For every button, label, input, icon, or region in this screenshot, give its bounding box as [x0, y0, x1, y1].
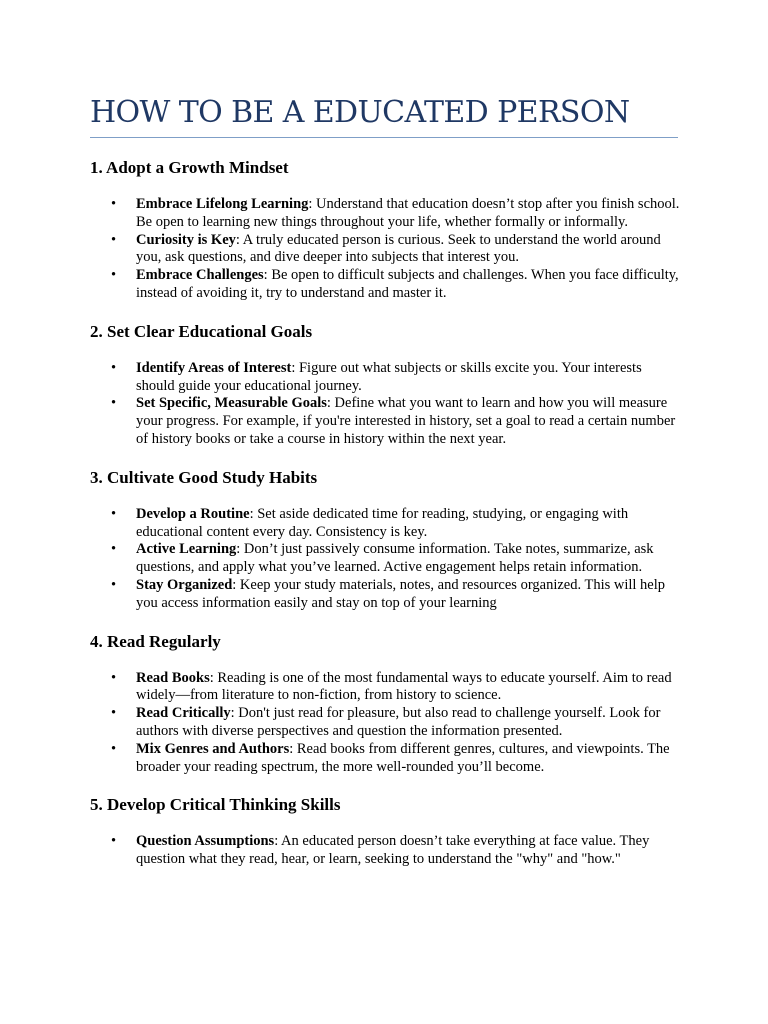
item-description: : Keep your study materials, notes, and resources organized. This will help you access information easily and stay on top of your learning: [136, 576, 666, 611]
bullet-list: [90, 506, 680, 613]
list-item: [90, 196, 680, 232]
list-item: [90, 360, 680, 396]
item-term: Active Learning: [136, 541, 237, 558]
bullet-list: [90, 670, 680, 777]
item-term: Curiosity is Key: [136, 231, 236, 248]
bullet-icon: •: [111, 395, 117, 412]
section-heading: 3. Cultivate Good Study Habits: [90, 467, 318, 487]
section-2: [90, 321, 680, 449]
item-description: : A truly educated person is curious. Seek to understand the world around you, ask questions, and dive deeper into subjects that interest you.: [136, 231, 661, 266]
section-heading: 1. Adopt a Growth Mindset: [90, 158, 289, 177]
list-item: [90, 232, 680, 268]
list-item: [90, 267, 680, 303]
item-term: Embrace Lifelong Learning: [136, 196, 309, 212]
list-item: [90, 833, 680, 869]
item-description: : Figure out what subjects or skills excite you. Your interests should guide your educational journey.: [136, 359, 642, 394]
bullet-icon: •: [111, 833, 117, 850]
item-term: Question Assumptions: [136, 833, 275, 850]
title-underline-rule: [90, 137, 678, 138]
bullet-icon: •: [111, 669, 117, 686]
item-term: Develop a Routine: [136, 505, 250, 522]
section-heading: 5. Develop Critical Thinking Skills: [90, 795, 341, 815]
bullet-icon: •: [111, 541, 117, 558]
bullet-list: [90, 196, 680, 303]
item-description: : Understand that education doesn’t stop after you finish school. Be open to learning new things throughout your life, whether formally or informally.: [136, 196, 680, 230]
item-term: Embrace Challenges: [136, 267, 264, 284]
list-item: [90, 577, 680, 613]
section-1: [90, 157, 680, 303]
item-description: : Define what you want to learn and how you will measure your progress. For example, if you're interested in history, set a goal to read a certain number of history books or take a course in history within the next year.: [136, 395, 676, 447]
bullet-icon: •: [111, 505, 117, 522]
item-description: : Read books from different genres, cultures, and viewpoints. The broader your reading spectrum, the more well-rounded you’ll become.: [136, 740, 670, 775]
item-description: : Be open to difficult subjects and challenges. When you face difficulty, instead of avoiding it, try to understand and master it.: [136, 267, 679, 301]
item-description: : An educated person doesn’t take everything at face value. They question what they read, hear, or learn, seeking to understand the "why" and "how.": [136, 833, 650, 868]
section-heading: 4. Read Regularly: [90, 631, 221, 651]
item-term: Stay Organized: [136, 576, 233, 593]
bullet-icon: •: [111, 705, 117, 722]
list-item: [90, 541, 680, 577]
bullet-icon: •: [111, 740, 117, 757]
item-description: : Don’t just passively consume information. Take notes, summarize, ask questions, and apply what you’ve learned. Active engagement helps retain information.: [136, 541, 654, 576]
list-item: [90, 506, 680, 542]
section-3: [90, 467, 680, 613]
item-term: Mix Genres and Authors: [136, 740, 290, 757]
section-heading: 2. Set Clear Educational Goals: [90, 321, 313, 341]
list-item: [90, 395, 680, 448]
section-5: [90, 794, 680, 869]
bullet-icon: •: [111, 576, 117, 593]
item-description: : Set aside dedicated time for reading, studying, or engaging with educational content every day. Consistency is key.: [136, 505, 629, 540]
document-body: [90, 157, 680, 887]
item-term: Set Specific, Measurable Goals: [136, 395, 327, 412]
item-term: Identify Areas of Interest: [136, 359, 292, 376]
section-4: [90, 631, 680, 777]
item-description: : Don't just read for pleasure, but also read to challenge yourself. Look for authors with diverse perspectives and question the information presented.: [136, 705, 661, 739]
item-description: : Reading is one of the most fundamental ways to educate yourself. Aim to read widely—from literature to non-fiction, from history to science.: [136, 669, 672, 704]
bullet-list: [90, 833, 680, 869]
item-term: Read Critically: [136, 705, 231, 722]
bullet-icon: •: [111, 231, 117, 248]
document-title: HOW TO BE A EDUCATED PERSON: [90, 95, 630, 130]
bullet-list: [90, 360, 680, 449]
bullet-icon: •: [111, 267, 117, 284]
list-item: [90, 705, 680, 741]
item-term: Read Books: [136, 669, 210, 686]
bullet-icon: •: [111, 196, 117, 212]
list-item: [90, 741, 680, 777]
list-item: [90, 670, 680, 706]
bullet-icon: •: [111, 359, 117, 376]
